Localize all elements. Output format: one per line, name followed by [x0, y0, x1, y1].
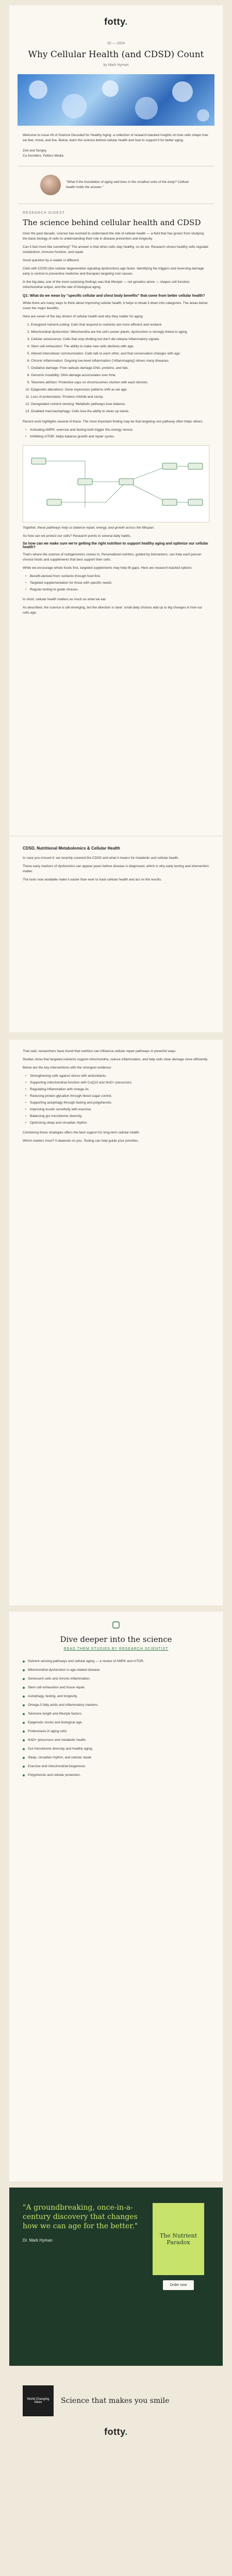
- pathway-diagram: [23, 446, 209, 522]
- study-link-item[interactable]: [9, 1685, 223, 1690]
- study-link-item[interactable]: [9, 1676, 223, 1681]
- list-item: • Supporting mitochondrial function with CoQ10 and NAD+ precursors.: [30, 1080, 209, 1086]
- paragraph: As described, the science is still emerging, but the direction is clear: small daily choices add up to big changes in how our cells age.: [23, 606, 203, 615]
- hero-image: [18, 74, 214, 126]
- question-heading: Q1: What do we mean by “specific cellular and chest body benefits” that come from better cellular health?: [23, 294, 205, 298]
- list-item: 8. Genomic instability: DNA damage accumulates over time.: [31, 373, 209, 378]
- paragraph: Over the past decade, science has evolved to understand the role of cellular health — a field that has grown from studying the basic biology of cells to understanding their role in disease prevention and longevity.: [23, 232, 204, 241]
- paragraph: Studies show that targeted nutrients support mitochondria, reduce inflammation, and help cells clear damage more efficiently.: [23, 1058, 208, 1061]
- dive-subtitle[interactable]: READ THEM STUDIES BY RESEARCH SCIENTIST: [63, 1647, 169, 1651]
- section-label: RESEARCH DIGEST: [23, 211, 65, 215]
- list-item: 4. Stem cell exhaustion: The ability to make new cells declines with age.: [31, 344, 209, 349]
- footer-card: [9, 2373, 223, 2576]
- tagline: Science that makes you smile: [61, 2396, 170, 2405]
- bullet-icon: [23, 1766, 25, 1768]
- list-item: 10. Epigenetic alterations: Gene expression patterns shift as we age.: [31, 387, 209, 393]
- book-cover: [153, 2203, 204, 2275]
- paragraph: Cells with CDSD (the cellular degenerative signaling dysfunction) age faster. Identifying the triggers and reversing damage early is central to preventive medicine and therapies targeting root causes.: [23, 267, 204, 276]
- award-label: World Changing Ideas: [27, 2398, 49, 2404]
- question-heading: So how can we make sure we're getting the right nutrition to support healthy aging and optimize our cellular health?: [23, 542, 208, 549]
- study-link-item[interactable]: [9, 1729, 223, 1734]
- list-item: 2. Mitochondrial dysfunction: Mitochondria are the cell's power plants; dysfunction is strongly linked to aging.: [31, 330, 209, 335]
- pathway-figure: [23, 445, 209, 522]
- cells-illustration: [18, 74, 214, 126]
- list-item: 13. Disabled macroautophagy: Cells lose the ability to clean up waste.: [31, 409, 209, 414]
- list-item: • Improving insulin sensitivity with exercise.: [30, 1107, 209, 1112]
- study-link-text[interactable]: Nutrient sensing pathways and cellular aging — a review of AMPK and mTOR.: [28, 1659, 144, 1663]
- paragraph: That said, researchers have found that nutrition can influence cellular repair pathways in powerful ways.: [23, 1049, 177, 1053]
- sign-role: Co-founders, Fetters Media: [23, 154, 64, 158]
- paragraph: In the big data, one of the most surprising findings was that lifestyle — not genetics alone — shapes cell function, mitochondrial output, and the rate of biological aging.: [23, 280, 191, 289]
- bullet-icon: [23, 1748, 25, 1750]
- study-link-text[interactable]: Polyphenols and cellular protection.: [28, 1773, 81, 1777]
- paragraph: Which matters most? It depends on you. Testing can help guide your priorities.: [23, 1139, 139, 1143]
- list-item: 12. Deregulated nutrient sensing: Metabolic pathways lose balance.: [31, 402, 209, 407]
- bullet-icon: [23, 1660, 25, 1663]
- study-link-item[interactable]: [9, 1720, 223, 1725]
- bullet-icon: [23, 1687, 25, 1689]
- footer-logo[interactable]: fotty.: [104, 2427, 128, 2437]
- list-item: 11. Loss of proteostasis: Proteins misfold and clump.: [31, 395, 209, 400]
- study-link-text[interactable]: Stem cell exhaustion and tissue repair.: [28, 1686, 86, 1689]
- bullet-icon: [23, 1739, 25, 1741]
- quote-block: [9, 175, 223, 195]
- issue-date: 20 — 2024: [107, 42, 125, 45]
- bullet-icon: [23, 1678, 25, 1680]
- paragraph: So how can we protect our cells? Research points to several daily habits.: [23, 534, 131, 538]
- bullet-icon: [23, 1713, 25, 1715]
- bullet-icon: [23, 1722, 25, 1724]
- byline: by Mark Hyman: [103, 63, 129, 67]
- list-item: 7. Oxidative damage: Free radicals damage DNA, proteins, and fats.: [31, 366, 209, 371]
- paragraph: The tools now available make it easier than ever to track cellular health and act on the results.: [23, 878, 162, 882]
- study-link-item[interactable]: [9, 1747, 223, 1751]
- paragraph: In short, cellular health matters as much as what we eat.: [23, 598, 107, 601]
- study-link-item[interactable]: [9, 1659, 223, 1664]
- study-link-text[interactable]: Mitochondrial dysfunction in age-related disease.: [28, 1668, 101, 1672]
- award-badge: [23, 2385, 54, 2416]
- bullet-icon: [23, 1704, 25, 1706]
- interventions-list: [9, 1074, 223, 1126]
- list-item: • Supporting autophagy through fasting and polyphenols.: [30, 1100, 209, 1106]
- paragraph: That's where the science of nutrigenomics comes in. Personalized nutrition, guided by biomarkers, can help each person choose foods and supplements that best support their cells.: [23, 553, 202, 562]
- supplement-list: [9, 574, 223, 592]
- avatar: [40, 175, 61, 195]
- cdsd-heading: CDSD, Nutritional Metabolomics & Cellular Health: [23, 846, 120, 851]
- cdsd-body-card: [9, 1040, 223, 1605]
- study-link-item[interactable]: [9, 1694, 223, 1699]
- list-item: • Benefit-derived from nutrients through food first.: [30, 574, 209, 579]
- promo-banner: [9, 2188, 223, 2366]
- study-link-item[interactable]: [9, 1755, 223, 1760]
- study-link-text[interactable]: Epigenetic clocks and biological age.: [28, 1721, 83, 1724]
- study-link-text[interactable]: Exercise and mitochondrial biogenesis.: [28, 1765, 86, 1768]
- figure-caption: Together, these pathways help us balance repair, energy, and growth across the lifespan.: [23, 526, 155, 530]
- paragraph: These early markers of dysfunction can appear years before disease is diagnosed, which is why early testing and intervention matter.: [23, 865, 209, 873]
- list-item: 9. Telomere attrition: Protective caps on chromosomes shorten with each division.: [31, 380, 209, 385]
- section-heading: The science behind cellular health and CDSD: [23, 218, 201, 227]
- study-link-item[interactable]: [9, 1764, 223, 1769]
- list-item: • Targeted supplementation for those with specific needs.: [30, 581, 209, 586]
- study-link-item[interactable]: [9, 1711, 223, 1716]
- list-item: 3. Cellular senescence: Cells that stop dividing but don't die release inflammatory signals.: [31, 337, 209, 342]
- promo-quote: "A groundbreaking, once-in-a-century discovery that changes how we can age for the better.": [23, 2204, 138, 2230]
- paragraph: Can it feel more like something? The answer is that when cells stay healthy, so do we. Research shows healthy cells regulate metabolism, immune function, and repair.: [23, 245, 208, 254]
- list-item: 6. Chronic inflammation: Ongoing low-level inflammation ('inflammaging') drives many diseases.: [31, 359, 209, 364]
- hero-card: [9, 5, 223, 836]
- article-title: Why Cellular Health (and CDSD) Count: [28, 49, 204, 60]
- list-item: • Inhibiting mTOR: helps balance growth and repair cycles.: [30, 434, 209, 439]
- book-icon: [9, 1621, 223, 1631]
- paragraph: While there are many ways to think about improving cellular health, it helps to break it down into categories. The areas below cover the major benefits.: [23, 301, 208, 310]
- list-item: • Balancing gut microbiome diversity.: [30, 1114, 209, 1119]
- paragraph: Here are seven of the key drivers of cellular health and why they matter for aging:: [23, 315, 144, 318]
- list-item: 5. Altered intercellular communication: Cells talk to each other, and that conversation changes with age.: [31, 351, 209, 357]
- study-link-text[interactable]: Proteostasis in aging cells.: [28, 1730, 68, 1733]
- dive-title: Dive deeper into the science: [60, 1635, 172, 1644]
- cdsd-card: [9, 837, 223, 1032]
- study-link-item[interactable]: [9, 1703, 223, 1707]
- intro-text: Welcome to issue #6 of Science Decoded for Healthy Aging: a collection of research-backed insights on how cells shape how we feel, move, and live. Below, learn the science behind cellular health and how to support it for better aging.: [23, 133, 208, 142]
- list-item: • Regular testing to guide choices.: [30, 587, 209, 592]
- list-item: • Reducing protein glycation through blood sugar control.: [30, 1094, 209, 1099]
- study-link-text[interactable]: Omega-3 fatty acids and inflammatory markers.: [28, 1703, 98, 1707]
- drivers-list: [9, 323, 223, 414]
- promo-author: Dr. Mark Hyman: [23, 2238, 53, 2243]
- bullet-icon: [23, 1669, 25, 1671]
- order-now-button[interactable]: Order now: [163, 2280, 194, 2290]
- book-title: The Nutrient Paradox: [159, 2232, 197, 2246]
- paragraph: In case you missed it: we recently covered the CDSD and what it means for metabolic and cellular health.: [23, 856, 179, 860]
- list-item: • Activating AMPK: exercise and fasting both trigger this energy sensor.: [30, 428, 209, 433]
- award-row: [9, 2385, 223, 2416]
- bullet-icon: [23, 1696, 25, 1698]
- study-link-text[interactable]: Senescent cells and chronic inflammation.: [28, 1677, 91, 1681]
- bullet-icon: [23, 1757, 25, 1759]
- sign-name: Zoé and Sergey: [23, 149, 47, 152]
- paragraph: While we encourage whole foods first, targeted supplements may help fill gaps. Here are research-backed options:: [23, 566, 193, 570]
- list-item: • Optimizing sleep and circadian rhythm.: [30, 1121, 209, 1126]
- study-link-text[interactable]: Telomere length and lifestyle factors.: [28, 1712, 82, 1716]
- study-link-text[interactable]: Gut microbiome diversity and healthy aging.: [28, 1747, 93, 1751]
- paragraph: Recent work highlights several of these. The most important finding may be that targeting one pathway often helps others.: [23, 420, 204, 423]
- study-link-item[interactable]: [9, 1773, 223, 1777]
- study-link-item[interactable]: [9, 1738, 223, 1742]
- list-item: 1. Energized nutrient-cutting: Cells that respond to nutrients are more efficient and resilient.: [31, 323, 209, 328]
- dive-deeper-card: [9, 1612, 223, 2181]
- bullet-icon: [23, 1731, 25, 1733]
- list-item: • Strengthening cells against stress with antioxidants.: [30, 1074, 209, 1079]
- bullet-icon: [23, 1774, 25, 1776]
- pathways-list: [9, 428, 223, 439]
- study-link-item[interactable]: [9, 1668, 223, 1672]
- paragraph: Good question by a reader is different.: [23, 259, 80, 262]
- brand-logo[interactable]: fotty.: [104, 16, 128, 27]
- paragraph: Below are the key interventions with the strongest evidence:: [23, 1066, 112, 1070]
- pull-quote: "What if the foundation of aging well lives in the smallest units of the body? Cellular health holds the answer.": [66, 180, 189, 189]
- study-link-text[interactable]: NAD+ precursors and metabolic health.: [28, 1738, 87, 1742]
- list-item: • Regulating inflammation with omega-3s.: [30, 1087, 209, 1092]
- paragraph: Combining these strategies offers the best support for long-term cellular health.: [23, 1131, 140, 1134]
- study-link-text[interactable]: Sleep, circadian rhythm, and cellular repair.: [28, 1756, 92, 1759]
- study-list: [9, 1659, 223, 1777]
- study-link-text[interactable]: Autophagy, fasting, and longevity.: [28, 1694, 78, 1698]
